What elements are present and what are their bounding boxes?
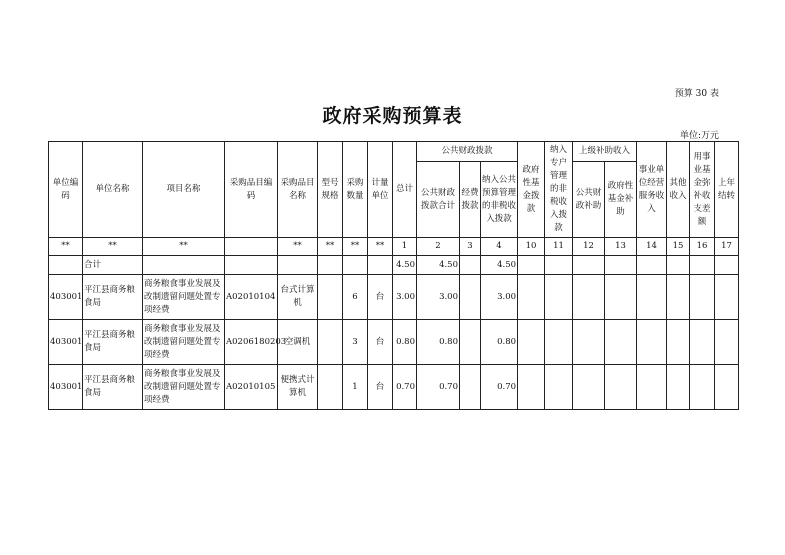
table-row [49,320,739,365]
index-cell [225,238,278,256]
header-carry-over: 上年结转 [715,142,739,238]
header-other-income: 其他收入 [667,142,690,238]
header-measure-unit: 计量单位 [368,142,393,238]
cell-pf-subtotal: 3.00 [417,275,460,320]
index-cell: 12 [573,238,605,256]
summary-pf-nontax: 4.50 [481,256,518,275]
header-pf-operating: 经费拨款 [460,162,481,238]
index-cell: 17 [715,238,739,256]
header-project-name: 项目名称 [143,142,225,238]
summary-label: 合计 [83,256,143,275]
cell-measure: 台 [368,320,393,365]
cell-quantity: 3 [343,320,368,365]
index-cell: ** [278,238,318,256]
cell-pf-nontax: 0.80 [481,320,518,365]
table-row [49,365,739,410]
cell-quantity: 6 [343,275,368,320]
header-item-code: 采购品目编码 [225,142,278,238]
index-cell: 4 [481,238,518,256]
header-business-income: 事业单位经营服务收入 [637,142,667,238]
page-title: 政府采购预算表 [322,105,463,127]
index-cell: 3 [460,238,481,256]
header-public-finance: 公共财政拨款 [417,142,518,162]
cell-project: 商务粮食事业发展及改制遗留问题处置专项经费 [143,320,225,365]
cell-measure: 台 [368,275,393,320]
index-cell: ** [368,238,393,256]
header-pf-nontax: 纳入公共预算管理的非税收入拨款 [481,162,518,238]
header-gov-fund: 政府性基金拨款 [518,142,545,238]
header-unit-code: 单位编码 [49,142,83,238]
index-cell: 13 [605,238,637,256]
summary-row [49,256,739,275]
header-quantity: 采购数量 [343,142,368,238]
cell-unit-name: 平江县商务粮食局 [83,365,143,410]
summary-pf-subtotal: 4.50 [417,256,460,275]
index-cell: 14 [637,238,667,256]
cell-unit-name: 平江县商务粮食局 [83,320,143,365]
cell-pf-subtotal: 0.70 [417,365,460,410]
index-cell: ** [318,238,343,256]
index-cell: ** [83,238,143,256]
cell-unit-code: 403001 [49,275,83,320]
cell-pf-subtotal: 0.80 [417,320,460,365]
cell-unit-name: 平江县商务粮食局 [83,275,143,320]
header-pf-subtotal: 公共财政拨款合计 [417,162,460,238]
index-cell: 15 [667,238,690,256]
cell-item-code: A02010104 [225,275,278,320]
index-cell: 10 [518,238,545,256]
procurement-budget-table [48,141,739,410]
header-fund-offset: 用事业基金弥补收支差额 [690,142,715,238]
cell-project: 商务粮食事业发展及改制遗留问题处置专项经费 [143,275,225,320]
index-cell: 16 [690,238,715,256]
header-item-name: 采购品目名称 [278,142,318,238]
index-cell: 1 [393,238,417,256]
cell-unit-code: 403001 [49,365,83,410]
cell-unit-code: 403001 [49,320,83,365]
cell-pf-nontax: 0.70 [481,365,518,410]
index-cell: ** [343,238,368,256]
cell-item-code: A02010105 [225,365,278,410]
index-cell: 2 [417,238,460,256]
header-special-nontax: 纳入专户管理的非税收入拨款 [545,142,573,238]
unit-label: 单位:万元 [679,131,719,141]
header-sup-public: 公共财政补助 [573,162,605,238]
header-sup-gov-fund: 政府性基金补助 [605,162,637,238]
summary-total: 4.50 [393,256,417,275]
cell-pf-nontax: 3.00 [481,275,518,320]
header-superior-subsidy: 上级补助收入 [573,142,637,162]
header-total: 总计 [393,142,417,238]
index-cell: ** [49,238,83,256]
index-row [49,238,739,256]
index-cell: 11 [545,238,573,256]
header-unit-name: 单位名称 [83,142,143,238]
header-model-spec: 型号规格 [318,142,343,238]
cell-item-name: 空调机 [278,320,318,365]
cell-item-name: 便携式计算机 [278,365,318,410]
cell-measure: 台 [368,365,393,410]
cell-project: 商务粮食事业发展及改制遗留问题处置专项经费 [143,365,225,410]
table-number: 预算 30 表 [674,89,719,99]
cell-item-name: 台式计算机 [278,275,318,320]
cell-total: 3.00 [393,275,417,320]
cell-total: 0.80 [393,320,417,365]
table-row [49,275,739,320]
cell-quantity: 1 [343,365,368,410]
index-cell: ** [143,238,225,256]
cell-total: 0.70 [393,365,417,410]
cell-item-code: A0206180203 [225,320,278,365]
